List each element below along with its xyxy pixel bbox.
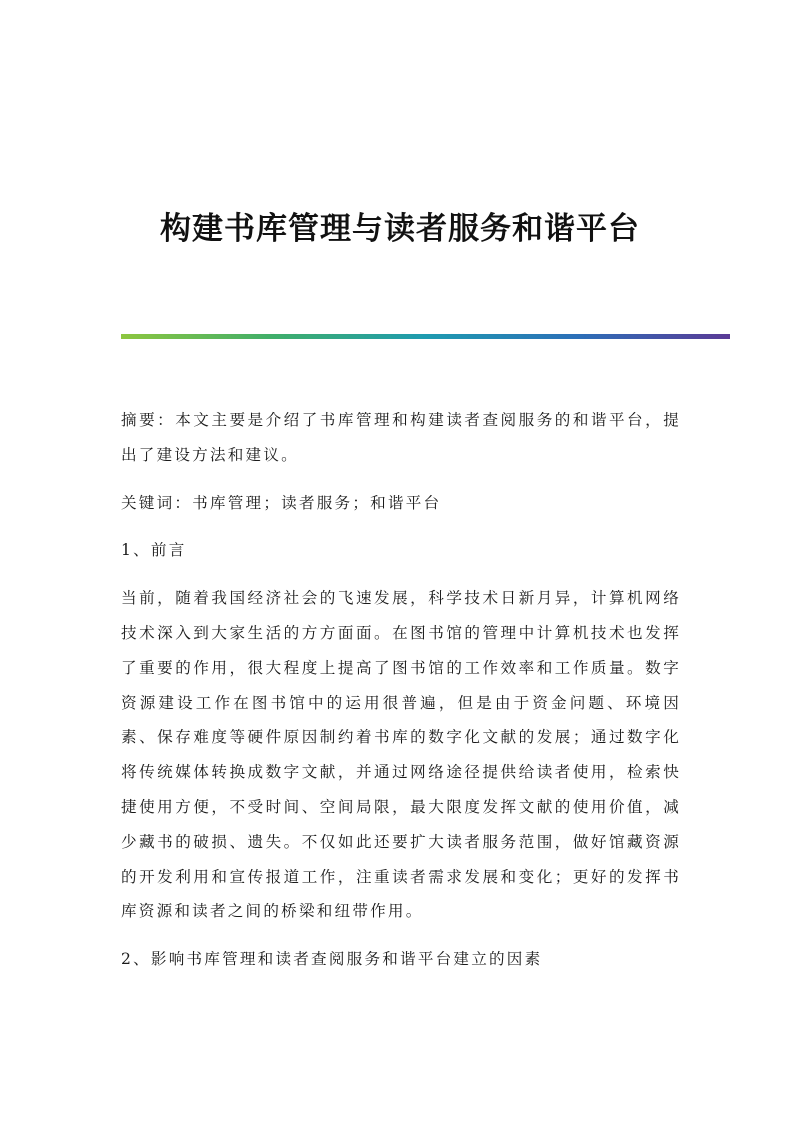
- document-title: 构建书库管理与读者服务和谐平台: [160, 210, 640, 247]
- keywords-paragraph: 关键词：书库管理；读者服务；和谐平台: [121, 493, 442, 512]
- section-heading-factors: 2、影响书库管理和读者查阅服务和谐平台建立的因素: [121, 950, 543, 969]
- introduction-paragraph: 当前，随着我国经济社会的飞速发展，科学技术日新月异，计算机网络技术深入到大家生活的方方面面。在图书馆的管理中计算机技术也发挥了重要的作用，很大程度上提高了图书馆的工作效率和工作质量。数字资源建设工作在图书馆中的运用很普遍，但是由于资金问题、环境因素、保存难度等硬件原因制约着书库的数字化文献的发展；通过数字化将传统媒体转换成数字文献，并通过网络途径提供给读者使用，检索快捷使用方便，不受时间、空间局限，最大限度发挥文献的使用价值，减少藏书的破损、遗失。不仅如此还要扩大读者服务范围，做好馆藏资源的开发利用和宣传报道工作，注重读者需求发展和变化；更好的发挥书库资源和读者之间的桥梁和纽带作用。: [121, 589, 681, 921]
- abstract-paragraph: 摘要：本文主要是介绍了书库管理和构建读者查阅服务的和谐平台，提出了建设方法和建议。: [121, 411, 681, 464]
- section-heading-introduction: 1、前言: [121, 541, 187, 560]
- title-divider: [121, 334, 730, 339]
- document-body: [121, 403, 681, 990]
